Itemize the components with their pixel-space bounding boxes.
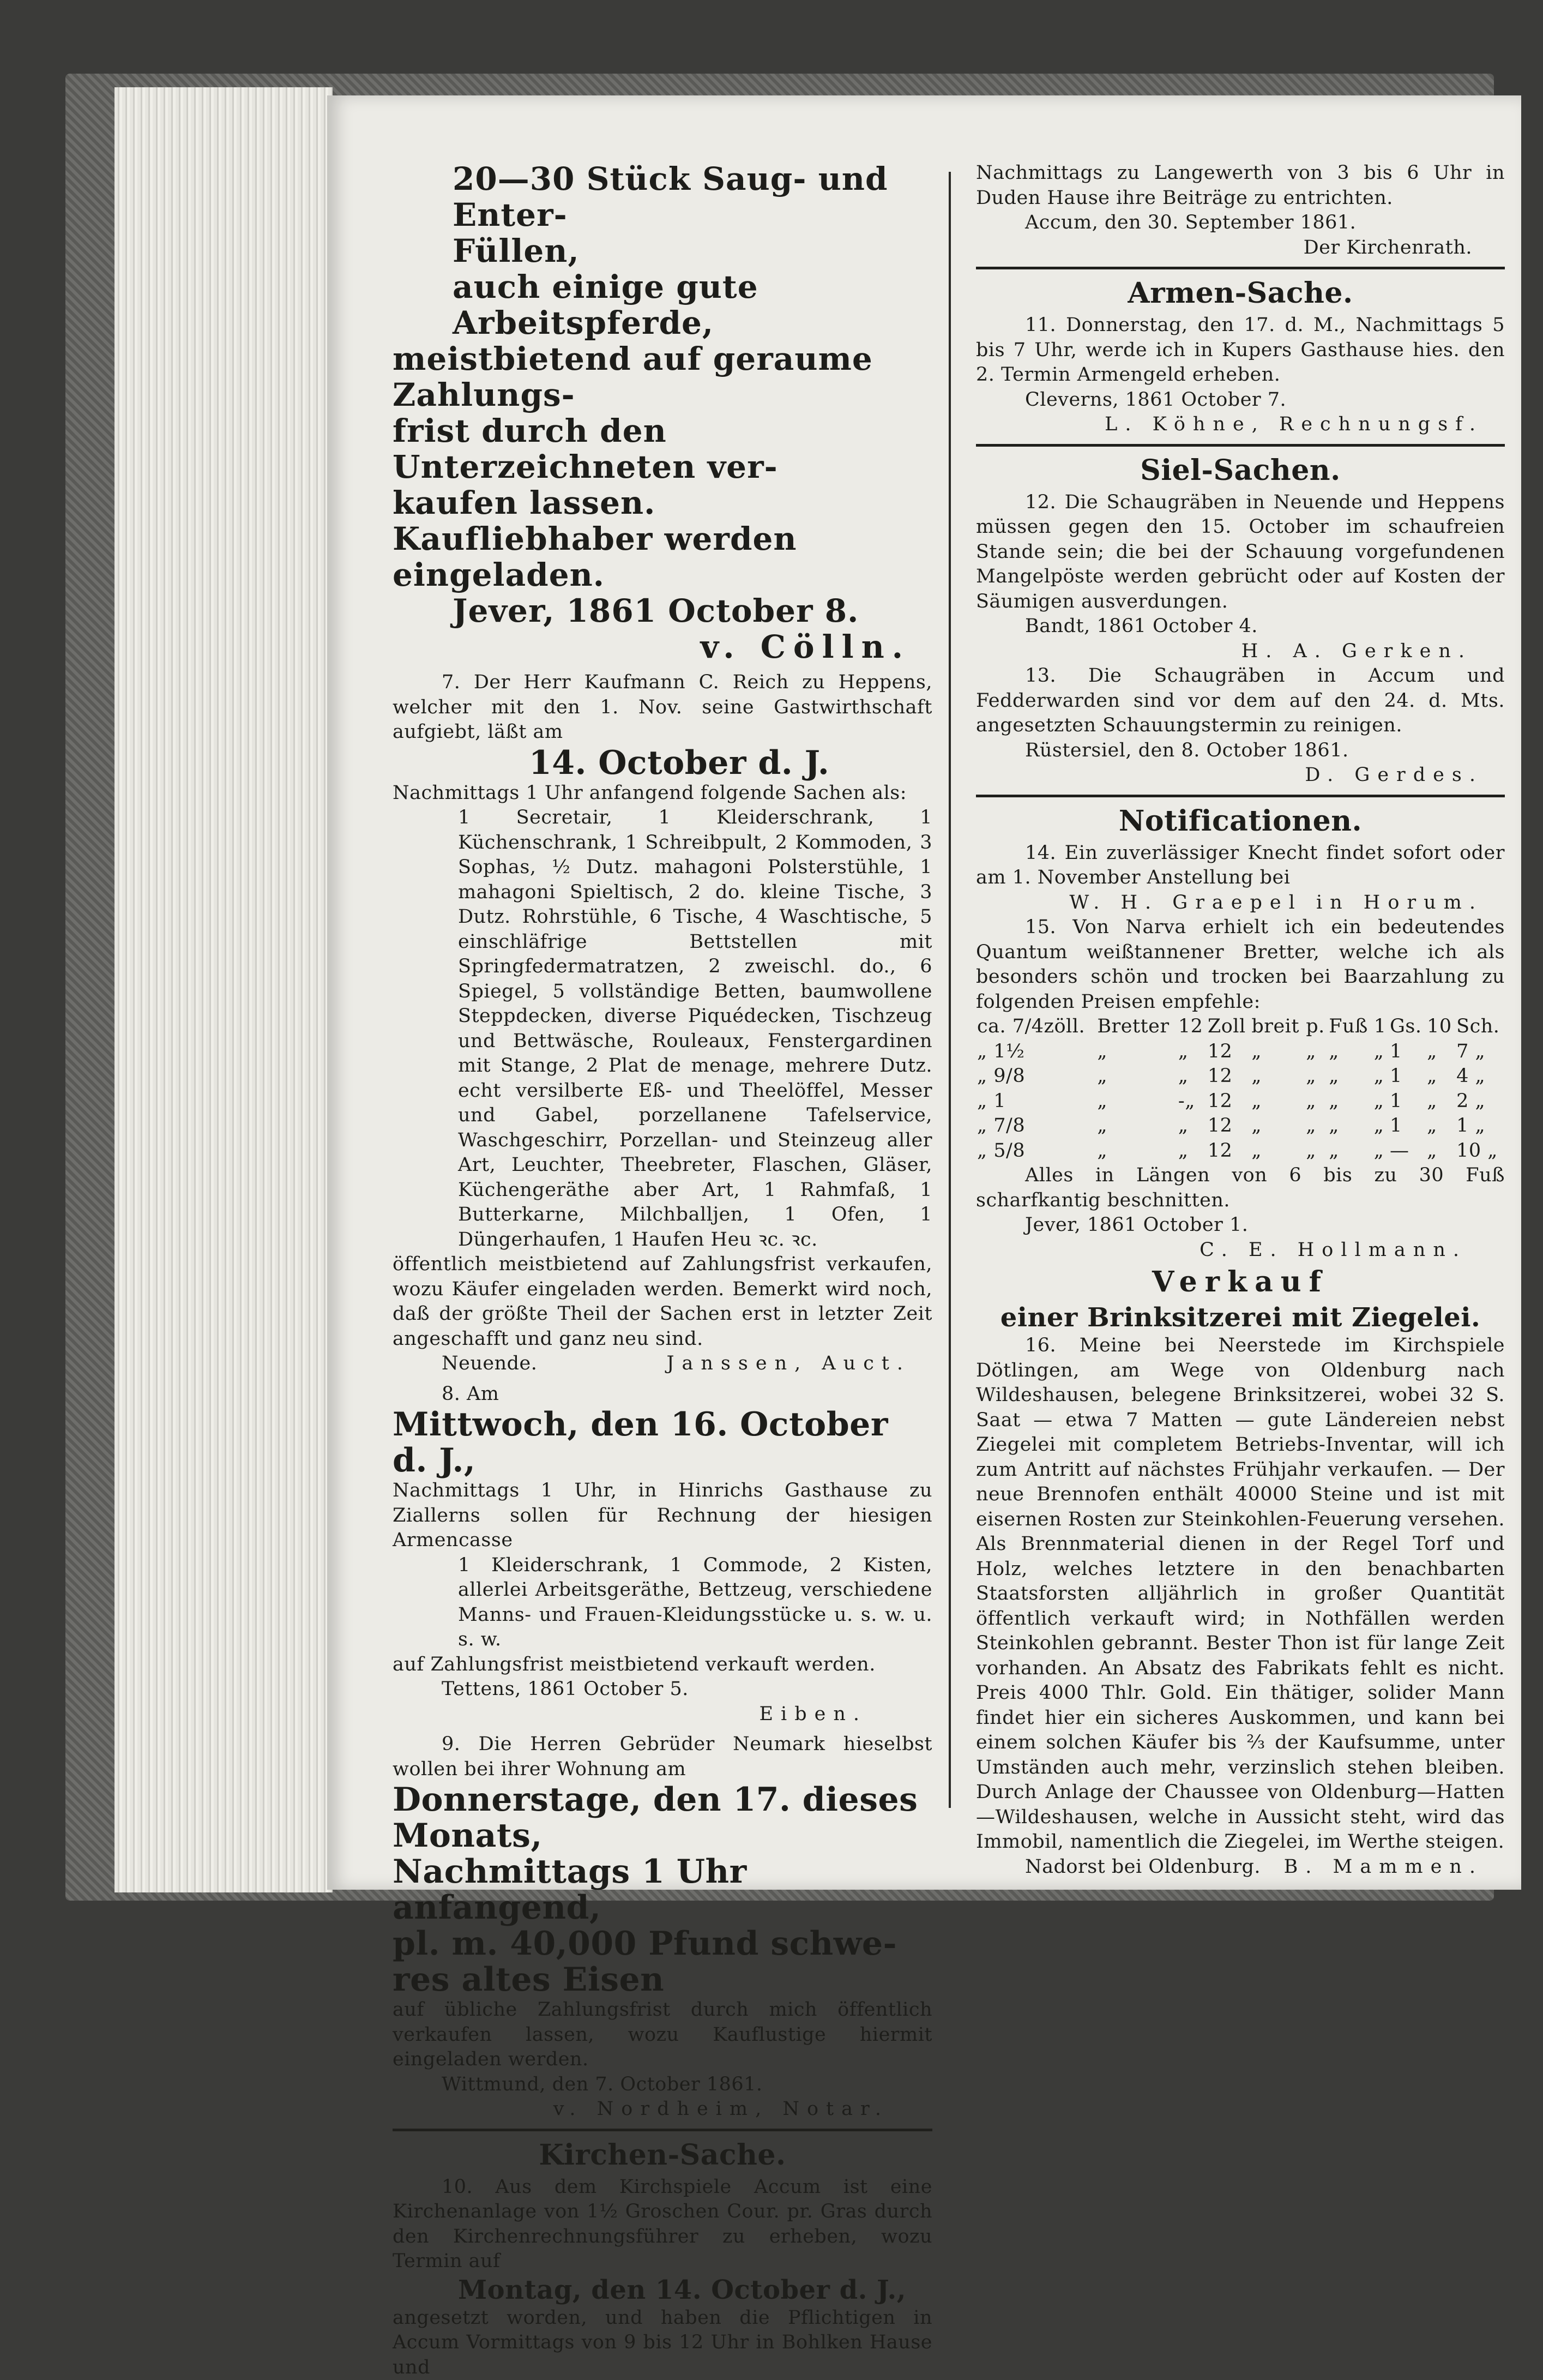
- item-11-signature: L. Köhne, Rechnungsf.: [976, 412, 1505, 437]
- price-row: [976, 1064, 1505, 1089]
- price-row: [976, 1089, 1505, 1114]
- price-cell: „: [1177, 1039, 1207, 1065]
- price-cell: „: [1096, 1114, 1177, 1139]
- price-cell: Gs.: [1389, 1014, 1426, 1039]
- ad-horses-line4: meistbietend auf geraume Zahlungs-: [393, 341, 932, 413]
- price-cell: 7 „: [1455, 1039, 1505, 1065]
- item-8-signature: Eiben.: [393, 1702, 932, 1727]
- price-cell: 1: [1373, 1014, 1389, 1039]
- price-cell: „: [1305, 1064, 1328, 1089]
- price-cell: 10 „: [1455, 1139, 1505, 1164]
- item-7-signature: Janssen, Auct.: [667, 1351, 911, 1377]
- right-column: [976, 161, 1505, 1879]
- price-cell: „: [1426, 1089, 1455, 1114]
- price-cell: 4 „: [1455, 1064, 1505, 1089]
- item-8-date: Mittwoch, den 16. October d. J.,: [393, 1407, 932, 1479]
- ad-horses-signature: v. Cölln.: [393, 629, 932, 665]
- item-8-tail: auf Zahlungsfrist meistbietend verkauft werden.: [393, 1652, 932, 1678]
- item-8-date-line: Tettens, 1861 October 5.: [393, 1677, 932, 1702]
- section-heading-armen: Armen-Sache.: [976, 274, 1505, 313]
- price-table: [976, 1014, 1505, 1163]
- price-cell: p.: [1305, 1014, 1328, 1039]
- price-cell: „: [1305, 1139, 1328, 1164]
- item-9-bold-1: Donnerstage, den 17. dieses Monats,: [393, 1782, 932, 1854]
- price-cell: „: [1328, 1114, 1373, 1139]
- price-cell: 1 „: [1455, 1114, 1505, 1139]
- left-column: [393, 161, 932, 2380]
- price-cell: „: [1305, 1089, 1328, 1114]
- item-9-tail: auf übliche Zahlungsfrist durch mich öffentlich verkaufen lassen, wozu Kauflustige hiermit eingeladen werden.: [393, 1998, 932, 2072]
- price-cell: 1: [1389, 1114, 1426, 1139]
- item-15-text: 15. Von Narva erhielt ich ein bedeutendes Quantum weißtannener Bretter, welche ich als besonders schön und trocken bei Baarzahlung zu folgenden Preisen empfehle:: [976, 915, 1505, 1014]
- item-12-text: 12. Die Schaugräben in Neuende und Heppens müssen gegen den 15. October im schaufreien Stande sein; die bei der Schauung vorgefundenen Mangelpöste werden gebrücht oder auf Kosten der Säumigen ausverdungen.: [976, 490, 1505, 615]
- item-16-text: 16. Meine bei Neerstede im Kirchspiele Dötlingen, am Wege von Oldenburg nach Wildeshausen, belegene Brinksitzerei, wobei 32 S. Saat — etwa 7 Matten — gute Ländereien nebst Ziegelei mit completem Betriebs-Inventar, will ich zum Antritt auf nächstes Frühjahr verkaufen. — Der neue Brennofen enthält 40000 Steine und ist mit eisernen Rosten zur Steinkohlen-Feuerung versehen. Als Brennmaterial dienen in der Regel Torf und Holz, welches letztere in den benachbarten Staatsforsten alljährlich in großer Quantität öffentlich verkauft wird; in Nothfällen werden Steinkohlen gebrannt. Bester Thon ist für lange Zeit vorhanden. An Absatz des Fabrikats fehlt es nicht. Preis 4000 Thlr. Gold. Ein thätiger, solider Mann findet hier ein sicheres Auskommen, und kann bei einem solchen Käufer bis ⅔ der Kaufsumme, unter Umständen auch mehr, verzinslich stehen bleiben. Durch Anlage der Chaussee von Oldenburg—Hatten—Wildeshausen, welche in Aussicht steht, wird das Immobil, namentlich die Ziegelei, im Werthe steigen.: [976, 1333, 1505, 1855]
- price-cell: ca. 7/4zöll.: [976, 1014, 1096, 1039]
- price-cell: „: [1426, 1064, 1455, 1089]
- price-cell: „: [1373, 1064, 1389, 1089]
- item-10-continued: Nachmittags zu Langewerth von 3 bis 6 Uhr in Duden Hause ihre Beiträge zu entrichten.: [976, 161, 1505, 211]
- item-10-tail: angesetzt worden, und haben die Pflichtigen in Accum Vormittags von 9 bis 12 Uhr in Bohlken Hause und: [393, 2306, 932, 2380]
- price-cell: 1: [1389, 1089, 1426, 1114]
- item-7-lead: Nachmittags 1 Uhr anfangend folgende Sachen als:: [393, 781, 932, 806]
- price-cell: „ 5/8: [976, 1139, 1096, 1164]
- item-13-text: 13. Die Schaugräben in Accum und Fedderwarden sind vor dem auf den 24. d. Mts. angesetzten Schauungstermin zu reinigen.: [976, 664, 1505, 738]
- price-cell: 12: [1207, 1114, 1250, 1139]
- price-cell: Sch.: [1455, 1014, 1505, 1039]
- item-9-bold-3: pl. m. 40,000 Pfund schwe-: [393, 1926, 932, 1962]
- price-cell: „: [1177, 1139, 1207, 1164]
- price-cell: „: [1328, 1139, 1373, 1164]
- price-cell: „: [1096, 1089, 1177, 1114]
- item-15-note: Alles in Längen von 6 bis zu 30 Fuß scharfkantig beschnitten.: [976, 1163, 1505, 1213]
- section-heading-kirchen: Kirchen-Sache.: [393, 2136, 932, 2175]
- item-9-signature: v. Nordheim, Notar.: [393, 2097, 932, 2122]
- price-cell: 1: [1389, 1039, 1426, 1065]
- price-cell: „: [1426, 1139, 1455, 1164]
- price-cell: Zoll: [1207, 1014, 1250, 1039]
- price-cell: „: [1250, 1089, 1305, 1114]
- ad-horses-line3: auch einige gute Arbeitspferde,: [393, 269, 932, 341]
- price-cell: „: [1373, 1089, 1389, 1114]
- price-cell: „: [1250, 1139, 1305, 1164]
- ad-horses: [393, 161, 932, 665]
- item-15-date: Jever, 1861 October 1.: [976, 1213, 1505, 1238]
- price-cell: „: [1177, 1064, 1207, 1089]
- price-cell: „: [1096, 1139, 1177, 1164]
- price-cell: „: [1373, 1114, 1389, 1139]
- price-cell: 1: [1389, 1064, 1426, 1089]
- price-cell: 12: [1207, 1039, 1250, 1065]
- price-row: [976, 1014, 1505, 1039]
- item-15-signature: C. E. Hollmann.: [976, 1238, 1505, 1263]
- section-rule: [393, 2129, 932, 2131]
- newspaper-page: [327, 95, 1521, 1890]
- section-rule: [976, 795, 1505, 797]
- item-9-date: Wittmund, den 7. October 1861.: [393, 2072, 932, 2097]
- item-16-footer: [976, 1855, 1505, 1880]
- item-7-footer: [393, 1351, 932, 1377]
- ad-horses-date: Jever, 1861 October 8.: [393, 593, 932, 629]
- item-8-text: Nachmittags 1 Uhr, in Hinrichs Gasthause zu Ziallerns sollen für Rechnung der hiesigen Armencasse: [393, 1479, 932, 1553]
- item-9-bold-2: Nachmittags 1 Uhr anfangend,: [393, 1854, 932, 1926]
- item-7-date: 14. October d. J.: [393, 745, 932, 781]
- section-heading-siel: Siel-Sachen.: [976, 451, 1505, 490]
- item-12-date: Bandt, 1861 October 4.: [976, 614, 1505, 639]
- ad-horses-line1: 20—30 Stück Saug- und Enter-: [393, 161, 932, 233]
- ad-horses-line6: kaufen lassen.: [393, 485, 932, 521]
- price-cell: „ 1: [976, 1089, 1096, 1114]
- item-7-text: 7. Der Herr Kaufmann C. Reich zu Heppens, welcher mit den 1. Nov. seine Gastwirthschaft aufgiebt, läßt am: [393, 670, 932, 745]
- price-cell: 12: [1207, 1089, 1250, 1114]
- page-edges: [114, 87, 333, 1892]
- price-row: [976, 1039, 1505, 1065]
- price-cell: „: [1250, 1064, 1305, 1089]
- price-cell: „: [1305, 1039, 1328, 1065]
- price-cell: „: [1096, 1039, 1177, 1065]
- price-cell: 2 „: [1455, 1089, 1505, 1114]
- price-cell: „: [1373, 1039, 1389, 1065]
- price-cell: 12: [1177, 1014, 1207, 1039]
- price-cell: „ 1½: [976, 1039, 1096, 1065]
- price-cell: „: [1426, 1114, 1455, 1139]
- price-cell: „: [1328, 1064, 1373, 1089]
- price-cell: breit: [1250, 1014, 1305, 1039]
- item-11-text: 11. Donnerstag, den 17. d. M., Nachmittags 5 bis 7 Uhr, werde ich in Kupers Gasthause hies. den 2. Termin Armengeld erheben.: [976, 313, 1505, 388]
- price-cell: 12: [1207, 1139, 1250, 1164]
- section-heading-notif: Notificationen.: [976, 802, 1505, 841]
- section-rule: [976, 267, 1505, 269]
- item-13-signature: D. Gerdes.: [976, 763, 1505, 788]
- price-cell: Fuß: [1328, 1014, 1373, 1039]
- item-11-date: Cleverns, 1861 October 7.: [976, 388, 1505, 413]
- item-10-signature: Der Kirchenrath.: [976, 236, 1505, 261]
- price-cell: „: [1250, 1039, 1305, 1065]
- column-divider: [949, 172, 951, 1808]
- price-cell: 10: [1426, 1014, 1455, 1039]
- price-cell: „: [1426, 1039, 1455, 1065]
- price-row: [976, 1114, 1505, 1139]
- price-cell: „: [1328, 1039, 1373, 1065]
- price-cell: -„: [1177, 1089, 1207, 1114]
- ad-horses-line7: Kaufliebhaber werden eingeladen.: [393, 521, 932, 593]
- item-7-list: 1 Secretair, 1 Kleiderschrank, 1 Küchenschrank, 1 Schreibpult, 2 Kommoden, 3 Sophas, ½ Dutz. mahagoni Polsterstühle, 1 mahagoni Spieltisch, 2 do. kleine Tische, 3 Dutz. Rohrstühle, 6 Tische, 4 Waschtische, 5 einschläfrige Bettstellen mit Springfedermatratzen, 2 zweischl. do., 6 Spiegel, 5 vollständige Betten, baumwollene Steppdecken, diverse Piquédecken, Tischzeug und Bettwäsche, Rouleaux, Fenstergardinen mit Stange, 2 Plat de menage, mehrere Dutz. echt versilberte Eß- und Theelöffel, Messer und Gabel, porzellanene Tafelservice, Waschgeschirr, Porzellan- und Steinzeug aller Art, Leuchter, Theebreter, Flaschen, Gläser, Küchengeräthe aber Art, 1 Rahmfaß, 1 Butterkarne, Milchballjen, 1 Ofen, 1 Düngerhaufen, 1 Haufen Heu ꝛc. ꝛc.: [393, 806, 932, 1252]
- item-9-text: 9. Die Herren Gebrüder Neumark hieselbst wollen bei ihrer Wohnung am: [393, 1732, 932, 1782]
- item-8-list: 1 Kleiderschrank, 1 Commode, 2 Kisten, allerlei Arbeitsgeräthe, Bettzeug, verschiedene Manns- und Frauen-Kleidungsstücke u. s. w. u. s. w.: [393, 1553, 932, 1652]
- price-cell: „: [1373, 1139, 1389, 1164]
- ad-horses-line2: Füllen,: [393, 233, 932, 269]
- item-10-text: 10. Aus dem Kirchspiele Accum ist eine Kirchenanlage von 1½ Groschen Cour. pr. Gras durch den Kirchenrechnungsführer zu erheben, wozu Termin auf: [393, 2175, 932, 2274]
- item-7-place: Neuende.: [442, 1351, 537, 1377]
- ad-horses-line5: frist durch den Unterzeichneten ver-: [393, 413, 932, 485]
- price-cell: „: [1096, 1064, 1177, 1089]
- price-cell: „ 9/8: [976, 1064, 1096, 1089]
- section-heading-verkauf: Verkauf: [976, 1263, 1505, 1302]
- price-row: [976, 1139, 1505, 1164]
- item-16-place: Nadorst bei Oldenburg.: [1025, 1855, 1261, 1880]
- item-16-signature: B. Mammen.: [1284, 1855, 1483, 1880]
- item-12-signature: H. A. Gerken.: [976, 639, 1505, 664]
- price-cell: „: [1250, 1114, 1305, 1139]
- item-8-number: 8. Am: [393, 1382, 932, 1407]
- item-7-tail: öffentlich meistbietend auf Zahlungsfrist verkaufen, wozu Käufer eingeladen werden. Bemerkt wird noch, daß der größte Theil der Sachen erst in letzter Zeit angeschafft und ganz neu sind.: [393, 1252, 932, 1351]
- item-10-date-line: Accum, den 30. September 1861.: [976, 211, 1505, 236]
- item-14-text: 14. Ein zuverlässiger Knecht findet sofort oder am 1. November Anstellung bei: [976, 841, 1505, 891]
- section-rule: [976, 444, 1505, 447]
- section-subheading-verkauf: einer Brinksitzerei mit Ziegelei.: [976, 1302, 1505, 1333]
- item-9-bold-4: res altes Eisen: [393, 1962, 932, 1998]
- price-cell: —: [1389, 1139, 1426, 1164]
- item-13-date: Rüstersiel, den 8. October 1861.: [976, 738, 1505, 764]
- item-14-signature: W. H. Graepel in Horum.: [976, 891, 1505, 916]
- price-cell: „: [1177, 1114, 1207, 1139]
- item-10-date: Montag, den 14. October d. J.,: [393, 2274, 932, 2306]
- price-cell: „: [1305, 1114, 1328, 1139]
- price-cell: „ 7/8: [976, 1114, 1096, 1139]
- price-cell: „: [1328, 1089, 1373, 1114]
- price-cell: Bretter: [1096, 1014, 1177, 1039]
- price-cell: 12: [1207, 1064, 1250, 1089]
